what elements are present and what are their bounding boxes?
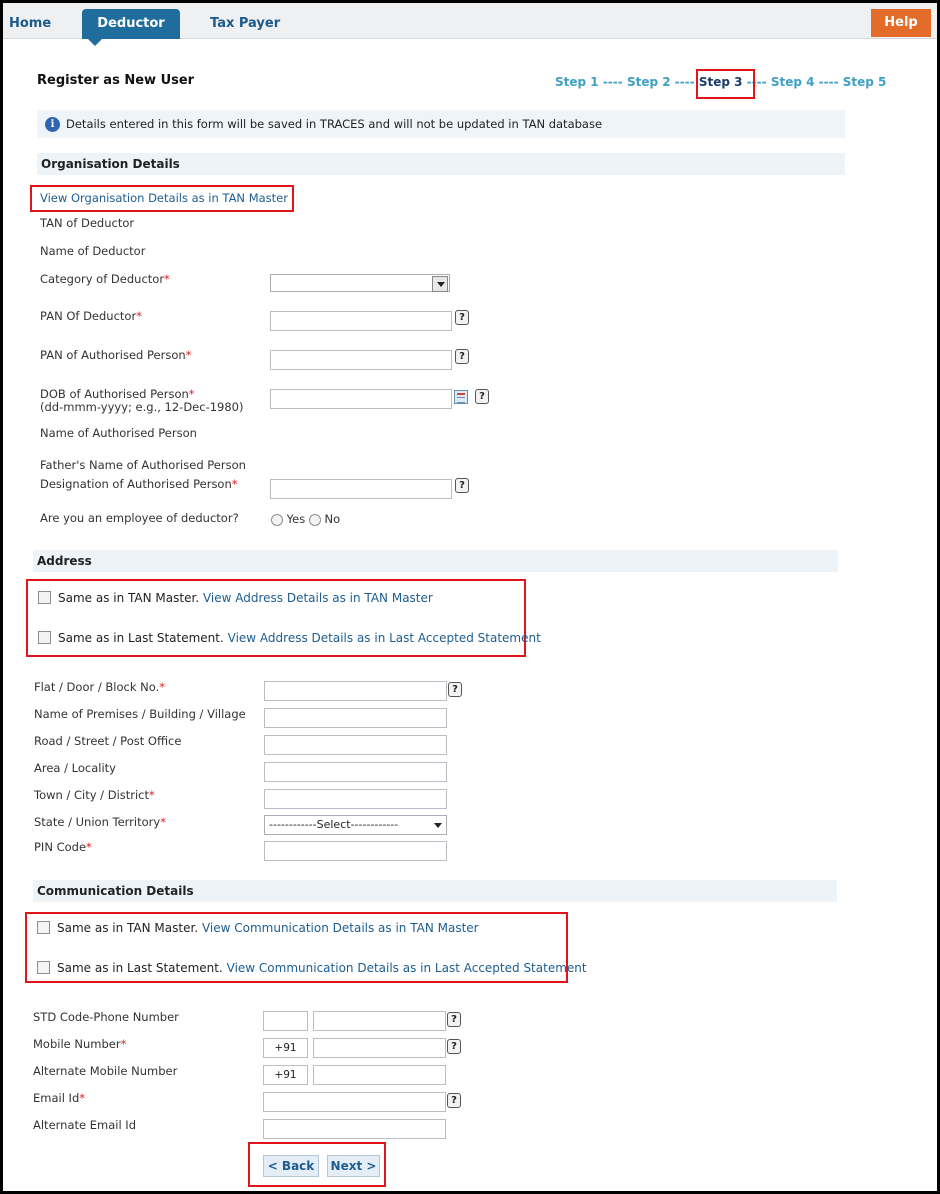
state-label-text: State / Union Territory: [34, 815, 161, 829]
required-mark: *: [231, 477, 238, 491]
step-separator: ----: [818, 75, 839, 89]
email-input[interactable]: [263, 1092, 446, 1112]
pin-label-text: PIN Code: [34, 840, 87, 854]
view-address-last-link[interactable]: View Address Details as in Last Accepted Statement: [227, 631, 541, 645]
chevron-down-icon: [432, 276, 448, 292]
help-icon[interactable]: ?: [455, 349, 469, 364]
help-icon[interactable]: ?: [475, 389, 489, 404]
deductor-name-label: Name of Deductor: [40, 244, 146, 258]
category-label-text: Category of Deductor: [40, 272, 165, 286]
required-mark: *: [136, 309, 142, 323]
help-icon[interactable]: ?: [447, 1093, 461, 1108]
flat-label: [34, 680, 165, 694]
mobile-label: [33, 1037, 126, 1051]
mobile-input[interactable]: [313, 1038, 446, 1058]
town-label-text: Town / City / District: [34, 788, 150, 802]
pin-input[interactable]: [264, 841, 447, 861]
state-select-value: ------------Select------------: [269, 818, 399, 831]
page-title: Register as New User: [37, 73, 195, 88]
step-2: Step 2: [626, 75, 671, 89]
step-1: Step 1: [555, 75, 599, 89]
comm-same-last-checkbox[interactable]: [37, 961, 50, 974]
step-4: Step 4: [770, 75, 815, 89]
required-mark: *: [159, 680, 165, 694]
next-button[interactable]: Next >: [327, 1155, 380, 1177]
help-icon[interactable]: ?: [447, 1012, 461, 1027]
required-mark: *: [149, 788, 155, 802]
father-name-label: Father's Name of Authorised Person: [40, 458, 246, 472]
comm-same-last-text: Same as in Last Statement.: [57, 961, 223, 975]
email-label-text: Email Id: [33, 1091, 80, 1105]
designation-input[interactable]: [270, 479, 452, 499]
view-comm-last-link[interactable]: View Communication Details as in Last Accepted Statement: [226, 961, 587, 975]
info-bar: [37, 110, 845, 138]
alt-mobile-input[interactable]: [313, 1065, 446, 1085]
road-input[interactable]: [264, 735, 447, 755]
dob-hint: (dd-mmm-yyyy; e.g., 12-Dec-1980): [40, 400, 244, 414]
pan-input[interactable]: [270, 311, 452, 331]
nav-taxpayer-tab[interactable]: Tax Payer: [210, 16, 281, 31]
no-radio-label: No: [324, 512, 341, 526]
step-separator: ----: [674, 75, 695, 89]
help-icon[interactable]: ?: [447, 1039, 461, 1054]
phone-number-input[interactable]: [313, 1011, 446, 1031]
help-icon[interactable]: ?: [455, 478, 469, 493]
required-mark: *: [160, 815, 166, 829]
comm-same-tan-checkbox[interactable]: [37, 921, 50, 934]
nav-home-tab[interactable]: Home: [9, 16, 52, 31]
category-select[interactable]: [270, 274, 450, 292]
mobile-label-text: Mobile Number: [33, 1037, 121, 1051]
dob-label-text: DOB of Authorised Person: [40, 387, 189, 401]
employee-question-label: Are you an employee of deductor?: [40, 511, 239, 525]
employee-radio-group: [271, 512, 340, 526]
address-same-tan-checkbox[interactable]: [38, 591, 51, 604]
calendar-icon[interactable]: [454, 390, 468, 404]
area-input[interactable]: [264, 762, 447, 782]
alt-email-label: Alternate Email Id: [33, 1118, 137, 1132]
address-same-tan-row: [58, 591, 433, 605]
step-5: Step 5: [842, 75, 887, 89]
alt-mobile-country-code: +91: [263, 1065, 308, 1085]
required-mark: *: [120, 1037, 127, 1051]
no-radio[interactable]: [309, 514, 321, 526]
organisation-details-heading: Organisation Details: [37, 153, 845, 175]
required-mark: *: [185, 348, 192, 362]
pan-auth-label-text: PAN of Authorised Person: [40, 348, 186, 362]
alt-email-input[interactable]: [263, 1119, 446, 1139]
mobile-country-code: +91: [263, 1038, 308, 1058]
email-label: [33, 1091, 85, 1105]
active-tab-arrow-icon: [88, 39, 102, 46]
state-select[interactable]: [264, 815, 447, 835]
pan-auth-input[interactable]: [270, 350, 452, 370]
comm-same-tan-text: Same as in TAN Master.: [57, 921, 199, 935]
view-comm-tan-link[interactable]: View Communication Details as in TAN Master: [201, 921, 479, 935]
address-heading: Address: [33, 550, 838, 572]
category-label: [40, 272, 170, 286]
designation-label: [40, 477, 238, 491]
premises-input[interactable]: [264, 708, 447, 728]
view-address-tan-link[interactable]: View Address Details as in TAN Master: [202, 591, 433, 605]
area-label: Area / Locality: [34, 761, 116, 775]
std-code-input[interactable]: [263, 1011, 308, 1031]
required-mark: *: [164, 272, 170, 286]
address-same-last-row: [58, 631, 541, 645]
premises-label: Name of Premises / Building / Village: [34, 707, 246, 721]
info-icon: i: [45, 117, 60, 132]
yes-radio-label: Yes: [286, 512, 306, 526]
state-label: [34, 815, 166, 829]
pan-auth-label: [40, 348, 191, 362]
town-input[interactable]: [264, 789, 447, 809]
tan-label: TAN of Deductor: [40, 216, 135, 230]
auth-name-label: Name of Authorised Person: [40, 426, 197, 440]
step-separator: ----: [602, 75, 623, 89]
std-phone-label: STD Code-Phone Number: [33, 1010, 179, 1024]
road-label: Road / Street / Post Office: [34, 734, 182, 748]
address-same-last-checkbox[interactable]: [38, 631, 51, 644]
dob-label: [40, 387, 195, 401]
required-mark: *: [86, 840, 92, 854]
dob-input[interactable]: [270, 389, 452, 409]
nav-deductor-tab[interactable]: Deductor: [82, 9, 180, 39]
address-same-last-text: Same as in Last Statement.: [58, 631, 224, 645]
yes-radio[interactable]: [271, 514, 283, 526]
step-3-current: Step 3: [698, 75, 743, 89]
required-mark: *: [188, 387, 195, 401]
flat-input[interactable]: [264, 681, 447, 701]
top-navbar: [3, 3, 937, 39]
flat-label-text: Flat / Door / Block No.: [34, 680, 160, 694]
pin-label: [34, 840, 92, 854]
step-separator: ----: [746, 75, 767, 89]
alt-mobile-label: Alternate Mobile Number: [33, 1064, 178, 1078]
pan-label-text: PAN Of Deductor: [40, 309, 137, 323]
chevron-down-icon: [434, 823, 442, 828]
required-mark: *: [79, 1091, 86, 1105]
designation-label-text: Designation of Authorised Person: [40, 477, 232, 491]
help-icon[interactable]: ?: [448, 682, 462, 697]
view-org-details-link[interactable]: View Organisation Details as in TAN Master: [40, 191, 288, 205]
info-text: Details entered in this form will be saved in TRACES and will not be updated in TAN database: [66, 117, 603, 131]
communication-details-heading: Communication Details: [33, 880, 837, 902]
help-button[interactable]: Help: [871, 9, 931, 37]
address-same-tan-text: Same as in TAN Master.: [58, 591, 200, 605]
back-button[interactable]: < Back: [263, 1155, 319, 1177]
pan-label: [40, 309, 142, 323]
help-icon[interactable]: ?: [455, 310, 469, 325]
town-label: [34, 788, 155, 802]
comm-same-last-row: [57, 961, 587, 975]
comm-same-tan-row: [57, 921, 479, 935]
step-3-highlight: [696, 69, 755, 99]
